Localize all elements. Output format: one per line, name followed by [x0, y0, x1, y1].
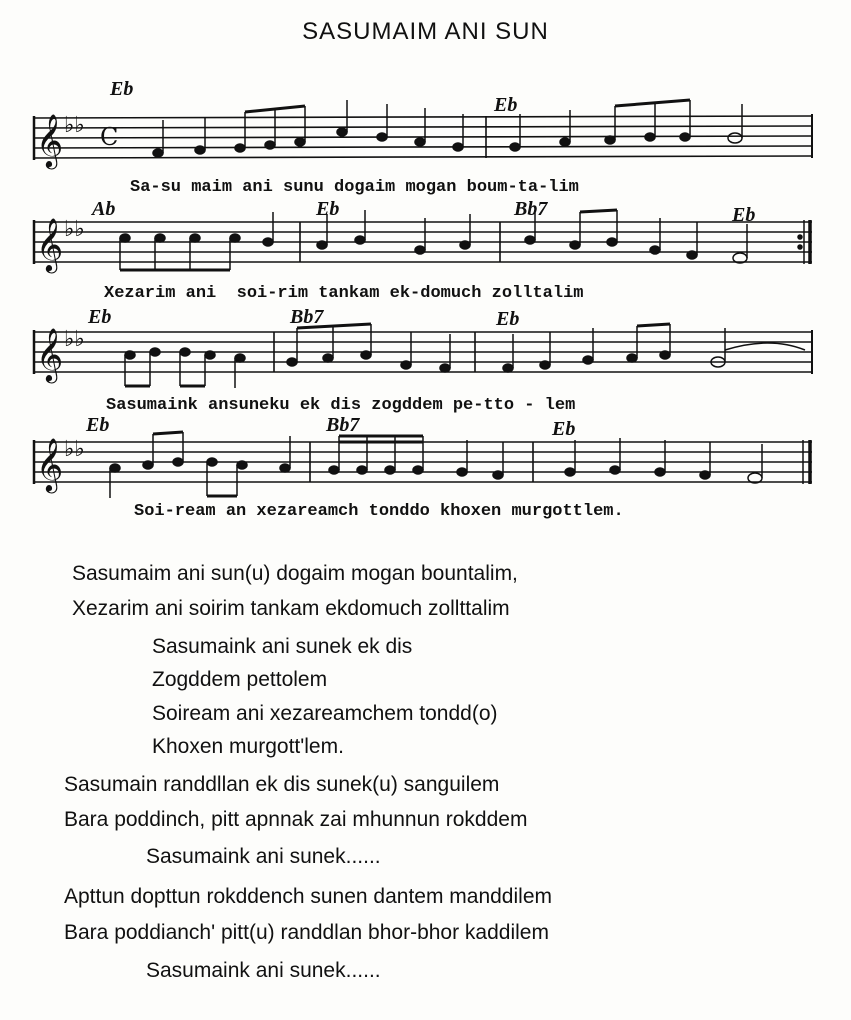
- verse-line: Xezarim ani soirim tankam ekdomuch zollttalim: [72, 597, 510, 620]
- staff-4: [0, 420, 851, 550]
- svg-text:𝄞: 𝄞: [36, 113, 64, 167]
- svg-text:♭♭: ♭♭: [64, 437, 85, 462]
- svg-text:C: C: [100, 123, 119, 151]
- chord-label: Eb: [88, 306, 112, 328]
- svg-text:♭♭: ♭♭: [64, 327, 85, 352]
- score-lyric-line: Soi-ream an xezareamch tonddo khoxen murgottlem.: [134, 502, 624, 521]
- verse-line: Sasumaink ani sunek ek dis: [152, 635, 413, 658]
- verse-line: Sasumaink ani sunek......: [146, 959, 381, 982]
- verse-line: Khoxen murgott'lem.: [152, 735, 344, 758]
- score-lyric-line: Sasumaink ansuneku ek dis zogddem pe-tto - lem: [106, 396, 576, 415]
- svg-text:𝄞: 𝄞: [36, 327, 64, 381]
- verse-line: Sasumain randdllan ek dis sunek(u) sanguilem: [64, 773, 500, 796]
- svg-text:♭♭: ♭♭: [64, 217, 85, 242]
- chord-label: Eb: [732, 204, 756, 226]
- chord-label: Bb7: [326, 414, 360, 436]
- verse-line: Sasumaink ani sunek......: [146, 845, 381, 868]
- verse-line: Soiream ani xezareamchem tondd(o): [152, 702, 498, 725]
- song-title: SASUMAIM ANI SUN: [302, 18, 549, 45]
- chord-label: Eb: [86, 414, 110, 436]
- chord-label: Bb7: [514, 198, 548, 220]
- music-system-1: [0, 80, 851, 210]
- verse-line: Sasumaim ani sun(u) dogaim mogan bountalim,: [72, 562, 518, 585]
- verse-line: Bara poddinch, pitt apnnak zai mhunnun rokddem: [64, 808, 528, 831]
- svg-text:♭♭: ♭♭: [64, 113, 85, 138]
- chord-label: Eb: [494, 94, 518, 116]
- score-lyric-line: Xezarim ani soi-rim tankam ek-domuch zolltalim: [104, 284, 584, 303]
- chord-label: Ab: [92, 198, 116, 220]
- verse-line: Bara poddianch' pitt(u) randdlan bhor-bhor kaddilem: [64, 921, 549, 944]
- verse-line: Apttun dopttun rokddench sunen dantem manddilem: [64, 885, 552, 908]
- score-lyric-line: Sa-su maim ani sunu dogaim mogan boum-ta-lim: [130, 178, 579, 197]
- chord-label: Eb: [316, 198, 340, 220]
- chord-label: Eb: [496, 308, 520, 330]
- chord-label: Eb: [110, 78, 134, 100]
- chord-label: Eb: [552, 418, 576, 440]
- chord-label: Bb7: [290, 306, 324, 328]
- svg-text:𝄞: 𝄞: [36, 217, 64, 271]
- verse-line: Zogddem pettolem: [152, 668, 328, 691]
- svg-text:𝄞: 𝄞: [36, 437, 64, 491]
- music-system-4: [0, 414, 851, 550]
